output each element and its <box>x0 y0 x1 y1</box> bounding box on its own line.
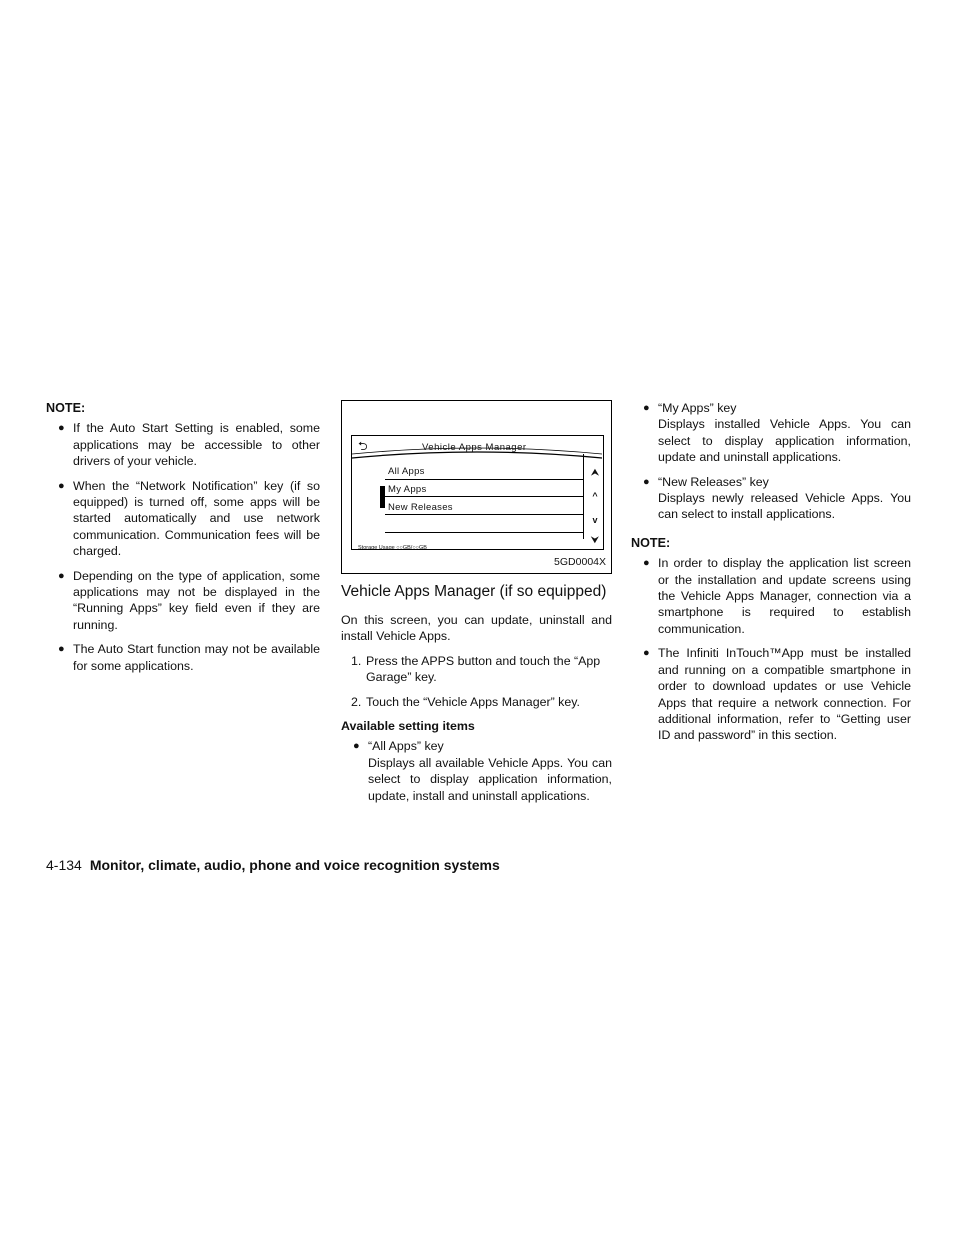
storage-usage: Storage Usage ○○GB/○○GB <box>358 545 427 551</box>
note-list <box>631 555 911 743</box>
back-arrow-icon: ⮌ <box>358 439 368 453</box>
chapter-title: Monitor, climate, audio, phone and voice recognition systems <box>89 857 500 873</box>
bullet-icon: ● <box>643 647 650 660</box>
divider <box>385 532 583 533</box>
setting-item: ● “All Apps” key Displays all available Vehicle Apps. You can select to display application information, update, install and uninstall applications. <box>353 739 612 803</box>
screen-title: Vehicle Apps Manager <box>422 442 527 453</box>
selection-indicator <box>380 486 385 508</box>
note-item: ● In order to display the application list screen or the installation and update screens using the Vehicle Apps Manager, connection via a smartphone is required to establish communication. <box>643 556 911 636</box>
settings-list <box>341 738 612 804</box>
settings-list-continued <box>631 400 911 523</box>
bullet-icon: ● <box>643 557 650 570</box>
page-down-icon: ⮟ <box>591 535 599 545</box>
note-heading: NOTE: <box>46 401 86 415</box>
left-column <box>46 400 320 682</box>
setting-item: ● “New Releases” key Displays newly released Vehicle Apps. You can select to install applications. <box>643 474 911 522</box>
bullet-icon: ● <box>58 643 65 656</box>
note-list <box>46 420 320 674</box>
setting-item: ● “My Apps” key Displays installed Vehicle Apps. You can select to display application information, update and uninstall applications. <box>643 401 911 465</box>
vehicle-apps-manager-figure <box>341 400 612 574</box>
page-up-icon: ⮝ <box>591 467 599 477</box>
scroll-down-icon: v <box>592 515 598 525</box>
menu-item-all-apps: All Apps <box>388 466 425 477</box>
note-item: ● Depending on the type of application, some applications may not be displayed in the “Running Apps” key field even if they are running. <box>58 568 320 632</box>
note-item: ● When the “Network Notification” key (if so equipped) is turned off, some apps will be started automatically and use network communication. Communication fees will be charged. <box>58 478 320 559</box>
bullet-icon: ● <box>58 479 65 492</box>
middle-column <box>341 400 612 812</box>
note-heading: NOTE: <box>631 535 671 550</box>
bullet-icon: ● <box>58 569 65 582</box>
settings-heading: Available setting items <box>341 719 475 734</box>
step-item: 1. Press the APPS button and touch the “App Garage” key. <box>351 653 601 685</box>
scroll-divider <box>583 454 584 539</box>
figure-code: 5GD0004X <box>554 555 606 568</box>
note-item: ● The Infiniti InTouch™App must be installed and running on a compatible smartphone in order to download updates or use Vehicle Apps that require a network connection. For additional information, refer to “Getting user ID and password” in this section. <box>643 646 911 743</box>
note-item: ● The Auto Start function may not be available for some applications. <box>58 642 320 673</box>
menu-item-new-releases: New Releases <box>388 502 453 513</box>
divider <box>385 479 583 480</box>
bullet-icon: ● <box>643 402 650 414</box>
page-footer <box>46 857 500 873</box>
page-number: 4-134 <box>46 857 82 873</box>
divider <box>385 514 583 515</box>
right-column <box>631 400 911 752</box>
bullet-icon: ● <box>353 740 360 753</box>
section-title: Vehicle Apps Manager (if so equipped) <box>341 583 607 600</box>
screen-illustration <box>351 435 604 550</box>
bullet-icon: ● <box>58 422 65 435</box>
bullet-icon: ● <box>643 475 650 488</box>
menu-item-my-apps: My Apps <box>388 484 427 495</box>
note-item: ● If the Auto Start Setting is enabled, some applications may be accessible to other drivers of your vehicle. <box>58 421 320 469</box>
scroll-up-icon: ^ <box>592 491 598 501</box>
step-item: 2. Touch the “Vehicle Apps Manager” key. <box>351 694 580 709</box>
steps-list <box>341 653 612 710</box>
intro-text: On this screen, you can update, uninstall and install Vehicle Apps. <box>341 613 612 644</box>
divider <box>385 496 583 497</box>
